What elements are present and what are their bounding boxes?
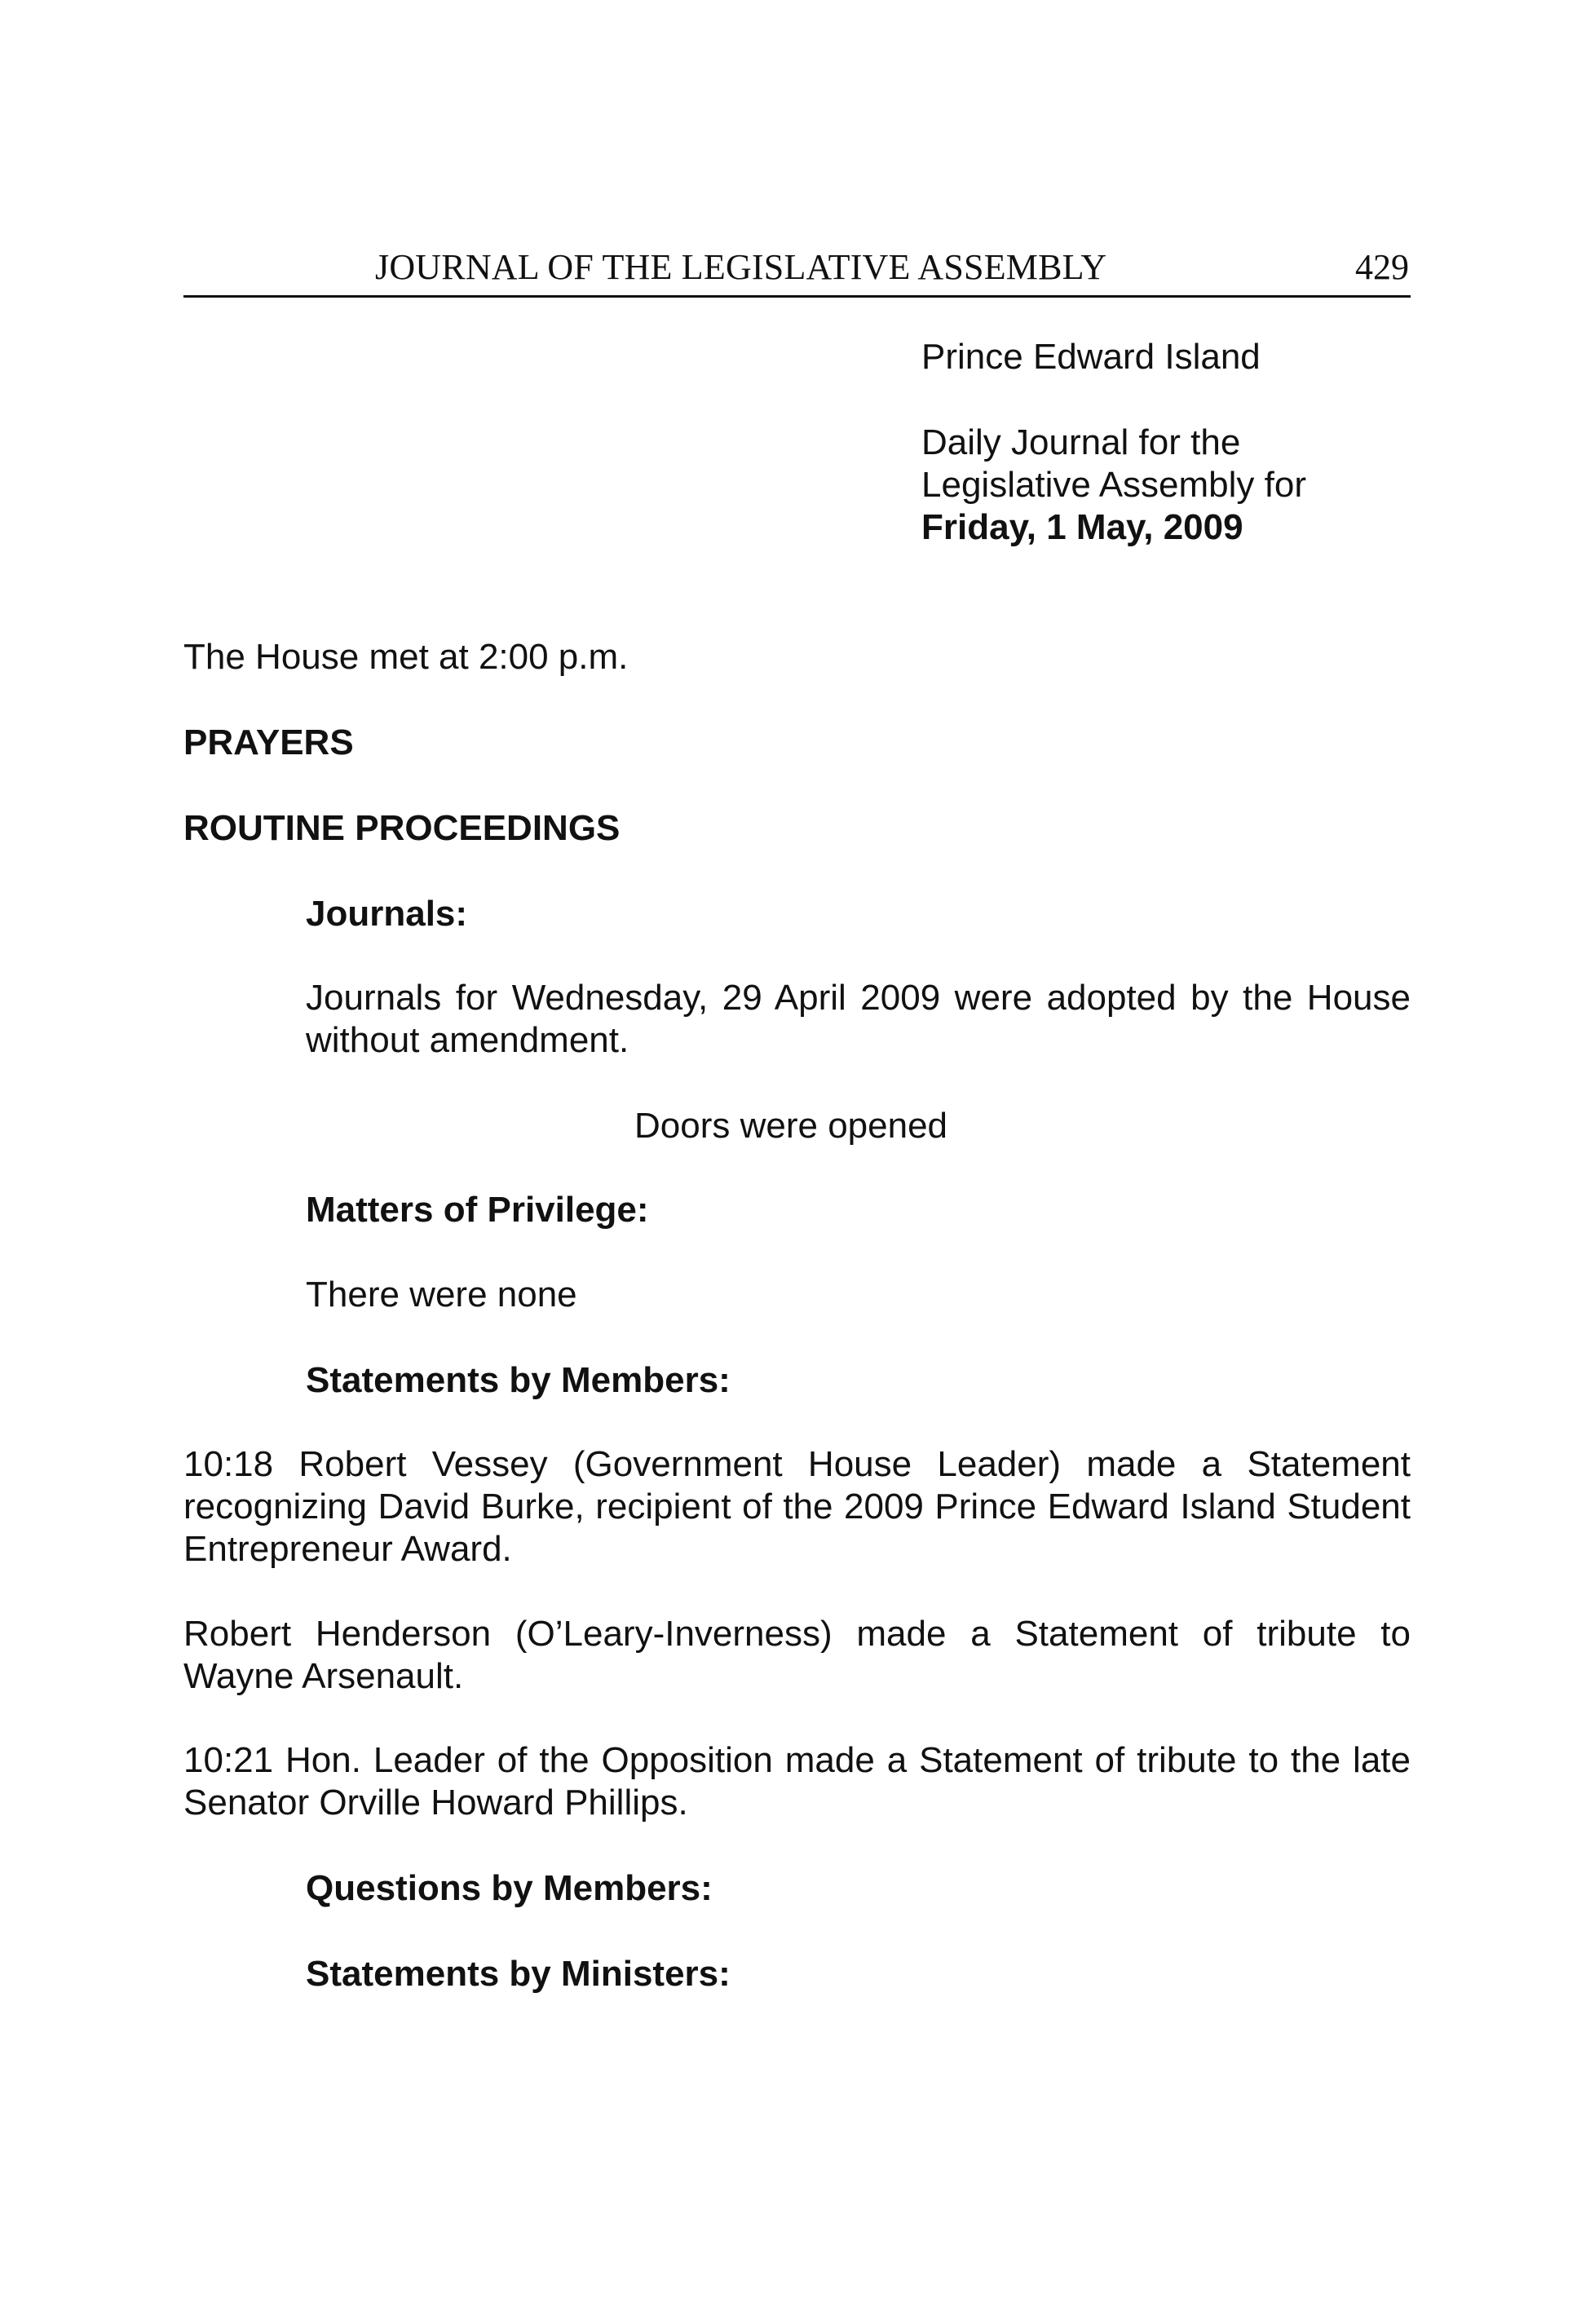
journals-text: Journals for Wednesday, 29 April 2009 were adopted by the House without amendment. [306, 978, 1411, 1060]
journal-line-2: Legislative Assembly for [921, 465, 1306, 505]
masthead-journal [921, 422, 1306, 549]
statements-ministers-heading: Statements by Ministers: [306, 1954, 731, 1994]
journal-title: JOURNAL OF THE LEGISLATIVE ASSEMBLY [375, 247, 1107, 287]
routine-proceedings-heading: ROUTINE PROCEEDINGS [183, 808, 621, 848]
page-number: 429 [1355, 247, 1409, 287]
statements-members-heading: Statements by Members: [306, 1360, 731, 1400]
journal-line-1: Daily Journal for the [921, 422, 1241, 462]
opening-text: The House met at 2:00 p.m. [183, 637, 629, 677]
doors-opened-text: Doors were opened [634, 1106, 948, 1146]
place-name: Prince Edward Island [921, 337, 1261, 377]
statement-3: 10:21 Hon. Leader of the Opposition made a Statement of tribute to the late Senator Orville Howard Phillips. [183, 1740, 1411, 1823]
journals-heading: Journals: [306, 894, 468, 934]
questions-heading: Questions by Members: [306, 1868, 713, 1908]
privilege-text: There were none [306, 1275, 577, 1314]
statement-2: Robert Henderson (O’Leary-Inverness) made a Statement of tribute to Wayne Arsenault. [183, 1614, 1411, 1696]
journal-date: Friday, 1 May, 2009 [921, 507, 1243, 547]
privilege-heading: Matters of Privilege: [306, 1190, 649, 1230]
running-header [183, 245, 1411, 298]
statement-1: 10:18 Robert Vessey (Government House Leader) made a Statement recognizing David Burke, recipient of the 2009 Prince Edward Island Student Entrepreneur Award. [183, 1444, 1411, 1569]
masthead-place [921, 336, 1261, 378]
prayers-heading: PRAYERS [183, 722, 354, 762]
